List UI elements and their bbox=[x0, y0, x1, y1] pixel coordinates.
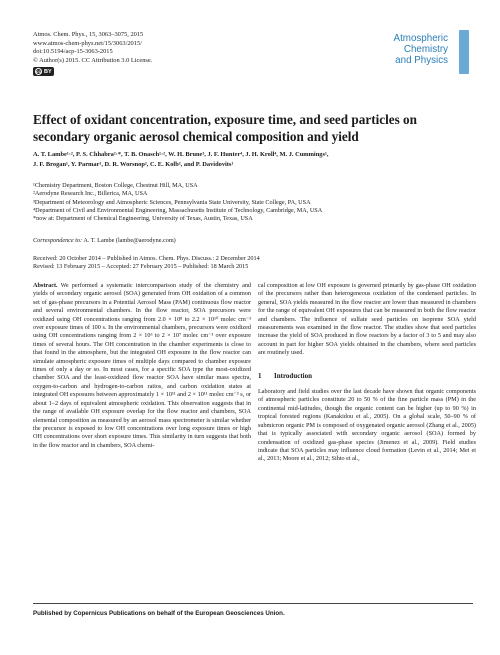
section-title: Introduction bbox=[274, 371, 312, 380]
affiliation-list bbox=[33, 182, 473, 223]
journal-name-line-2: Chemistry bbox=[403, 44, 448, 55]
section-number: 1 bbox=[258, 371, 262, 380]
affiliation-3: ³Department of Meteorology and Atmospheric Sciences, Pennsylvania State University, State College, PA, USA bbox=[33, 198, 311, 206]
correspondence bbox=[33, 237, 176, 245]
affiliation-1: ¹Chemistry Department, Boston College, Chestnut Hill, MA, USA bbox=[33, 182, 198, 189]
article-doi[interactable]: doi:10.5194/acp-15-3063-2015 bbox=[33, 48, 113, 56]
journal-name-line-1: Atmospheric bbox=[393, 33, 448, 44]
dates-line-1: Received: 20 October 2014 – Published in Atmos. Chem. Phys. Discuss.: 2 December 2014 bbox=[33, 255, 260, 262]
cc-by-label: BY bbox=[44, 68, 52, 75]
abstract-label: Abstract. bbox=[33, 282, 58, 289]
cc-icon: cc bbox=[36, 68, 42, 74]
copyright-notice: © Author(s) 2015. CC Attribution 3.0 License. bbox=[33, 56, 153, 64]
introduction-heading bbox=[258, 372, 476, 380]
author-line-1: A. T. Lambe¹·², P. S. Chhabra²·*, T. B. Onasch¹·², W. H. Brune³, J. F. Hunter⁴, J. H. Kroll⁴, M. J. Cummings¹, bbox=[33, 151, 329, 158]
publication-dates bbox=[33, 255, 260, 272]
article-url[interactable]: www.atmos-chem-phys.net/15/3063/2015/ bbox=[33, 39, 142, 47]
journal-logo-text bbox=[394, 33, 448, 66]
correspondence-label: Correspondence to: bbox=[33, 237, 83, 244]
author-line-2: J. F. Brogan¹, Y. Parmar¹, D. R. Worsnop², C. E. Kolb², and P. Davidovits¹ bbox=[33, 160, 234, 168]
open-access-label: Open Access bbox=[470, 36, 476, 68]
affiliation-4: ⁴Department of Civil and Environmental Engineering, Massachusetts Institute of Technology, Cambridge, MA, USA bbox=[33, 206, 323, 214]
cc-license-badge[interactable] bbox=[33, 67, 54, 76]
dates-line-2: Revised: 13 February 2015 – Accepted: 27 February 2015 – Published: 18 March 2015 bbox=[33, 263, 249, 271]
abstract-column-right bbox=[258, 282, 476, 464]
paper-title: Effect of oxidant concentration, exposure time, and seed particles on secondary organic aerosol chemical composition and yield bbox=[33, 112, 417, 144]
abstract-text-right: cal composition at low OH exposure is governed primarily by gas-phase OH oxidation of the precursors rather than heterogeneous oxidation of the condensed particles. In general, SOA yields measured in the flow reactor are lower than measured in chambers for the range of equivalent OH exposures that can be measured in both the flow reactor and chambers. The influence of sulfate seed particles on isoprene SOA yield measurements was examined in the flow reactor. The studies show that seed particles increase the yield of SOA produced in flow reactors by a factor of 3 to 5 and may also account in part for higher SOA yields obtained in the chambers, where seed particles are routinely used. bbox=[258, 282, 476, 357]
open-access-badge bbox=[459, 30, 476, 74]
footer-divider bbox=[33, 603, 473, 604]
journal-name-line-3: and Physics bbox=[395, 55, 448, 66]
affiliation-note: *now at: Department of Chemical Engineering, University of Texas, Austin, Texas, USA bbox=[33, 215, 253, 223]
introduction-text: Laboratory and field studies over the last decade have shown that organic components of atmospheric particles constitute 20 to 50 % of the fine particle mass (PM) in the continental mid-latitudes, though the organic content can be higher (up to 90 %) in tropical forested regions (Kanakidou et al., 2005). On a global scale, 50–90 % of submicron organic PM is composed of oxygenated organic aerosol (Zhang et al., 2005) that is typically associated with secondary organic aerosol (SOA) formed by condensation of oxidized gas-phase species (Jimenez et al., 2009). Field studies indicate that SOA particles may influence cloud formation (Levin et al., 2014; Mei et al., 2013; Moore et al., 2012; Sihto et al., bbox=[258, 388, 476, 463]
publisher-footer: Published by Copernicus Publications on behalf of the European Geosciences Union. bbox=[33, 610, 285, 617]
abstract-column-left bbox=[33, 282, 251, 450]
journal-reference: Atmos. Chem. Phys., 15, 3063–3075, 2015 bbox=[33, 31, 144, 38]
affiliation-2: ²Aerodyne Research Inc., Billerica, MA, USA bbox=[33, 190, 148, 198]
author-list bbox=[33, 150, 473, 169]
abstract-text-left: We performed a systematic intercomparison study of the chemistry and yields of secondary organic aerosol (SOA) generated from OH oxidation of a common set of gas-phase precursors in a Potential Aerosol Mass (PAM) continuous flow reactor and several environmental chambers. In the flow reactor, SOA precursors were oxidized using OH concentrations ranging from 2.0 × 10⁸ to 2.2 × 10¹⁰ molec cm⁻³ over exposure times of 100 s. In the environmental chambers, precursors were oxidized using OH concentrations ranging from 2 × 10⁶ to 2 × 10⁷ molec cm⁻³ over exposure times of several hours. The OH concentration in the chamber experiments is close to that found in the atmosphere, but the integrated OH exposure in the flow reactor can simulate atmospheric exposure times of multiple days compared to chamber exposure times of only a day or so. In most cases, for a specific SOA type the most-oxidized chamber SOA and the least-oxidized flow reactor SOA have similar mass spectra, oxygen-to-carbon and hydrogen-to-carbon ratios, and carbon oxidation states at integrated OH exposures between approximately 1 × 10¹¹ and 2 × 10¹¹ molec cm⁻³ s, or about 1–2 days of equivalent atmospheric oxidation. This observation suggests that in the range of available OH exposure overlap for the flow reactor and chambers, SOA elemental composition as measured by an aerosol mass spectrometer is similar whether the precursor is exposed to low OH concentrations over long exposure times or high OH concentrations over short exposure times. This similarity in turn suggests that both in the flow reactor and in chambers, SOA chemi- bbox=[33, 282, 252, 449]
article-metadata bbox=[33, 31, 152, 76]
correspondence-contact[interactable]: A. T. Lambe (lambe@aerodyne.com) bbox=[83, 237, 176, 244]
abstract-paragraph bbox=[33, 282, 251, 450]
